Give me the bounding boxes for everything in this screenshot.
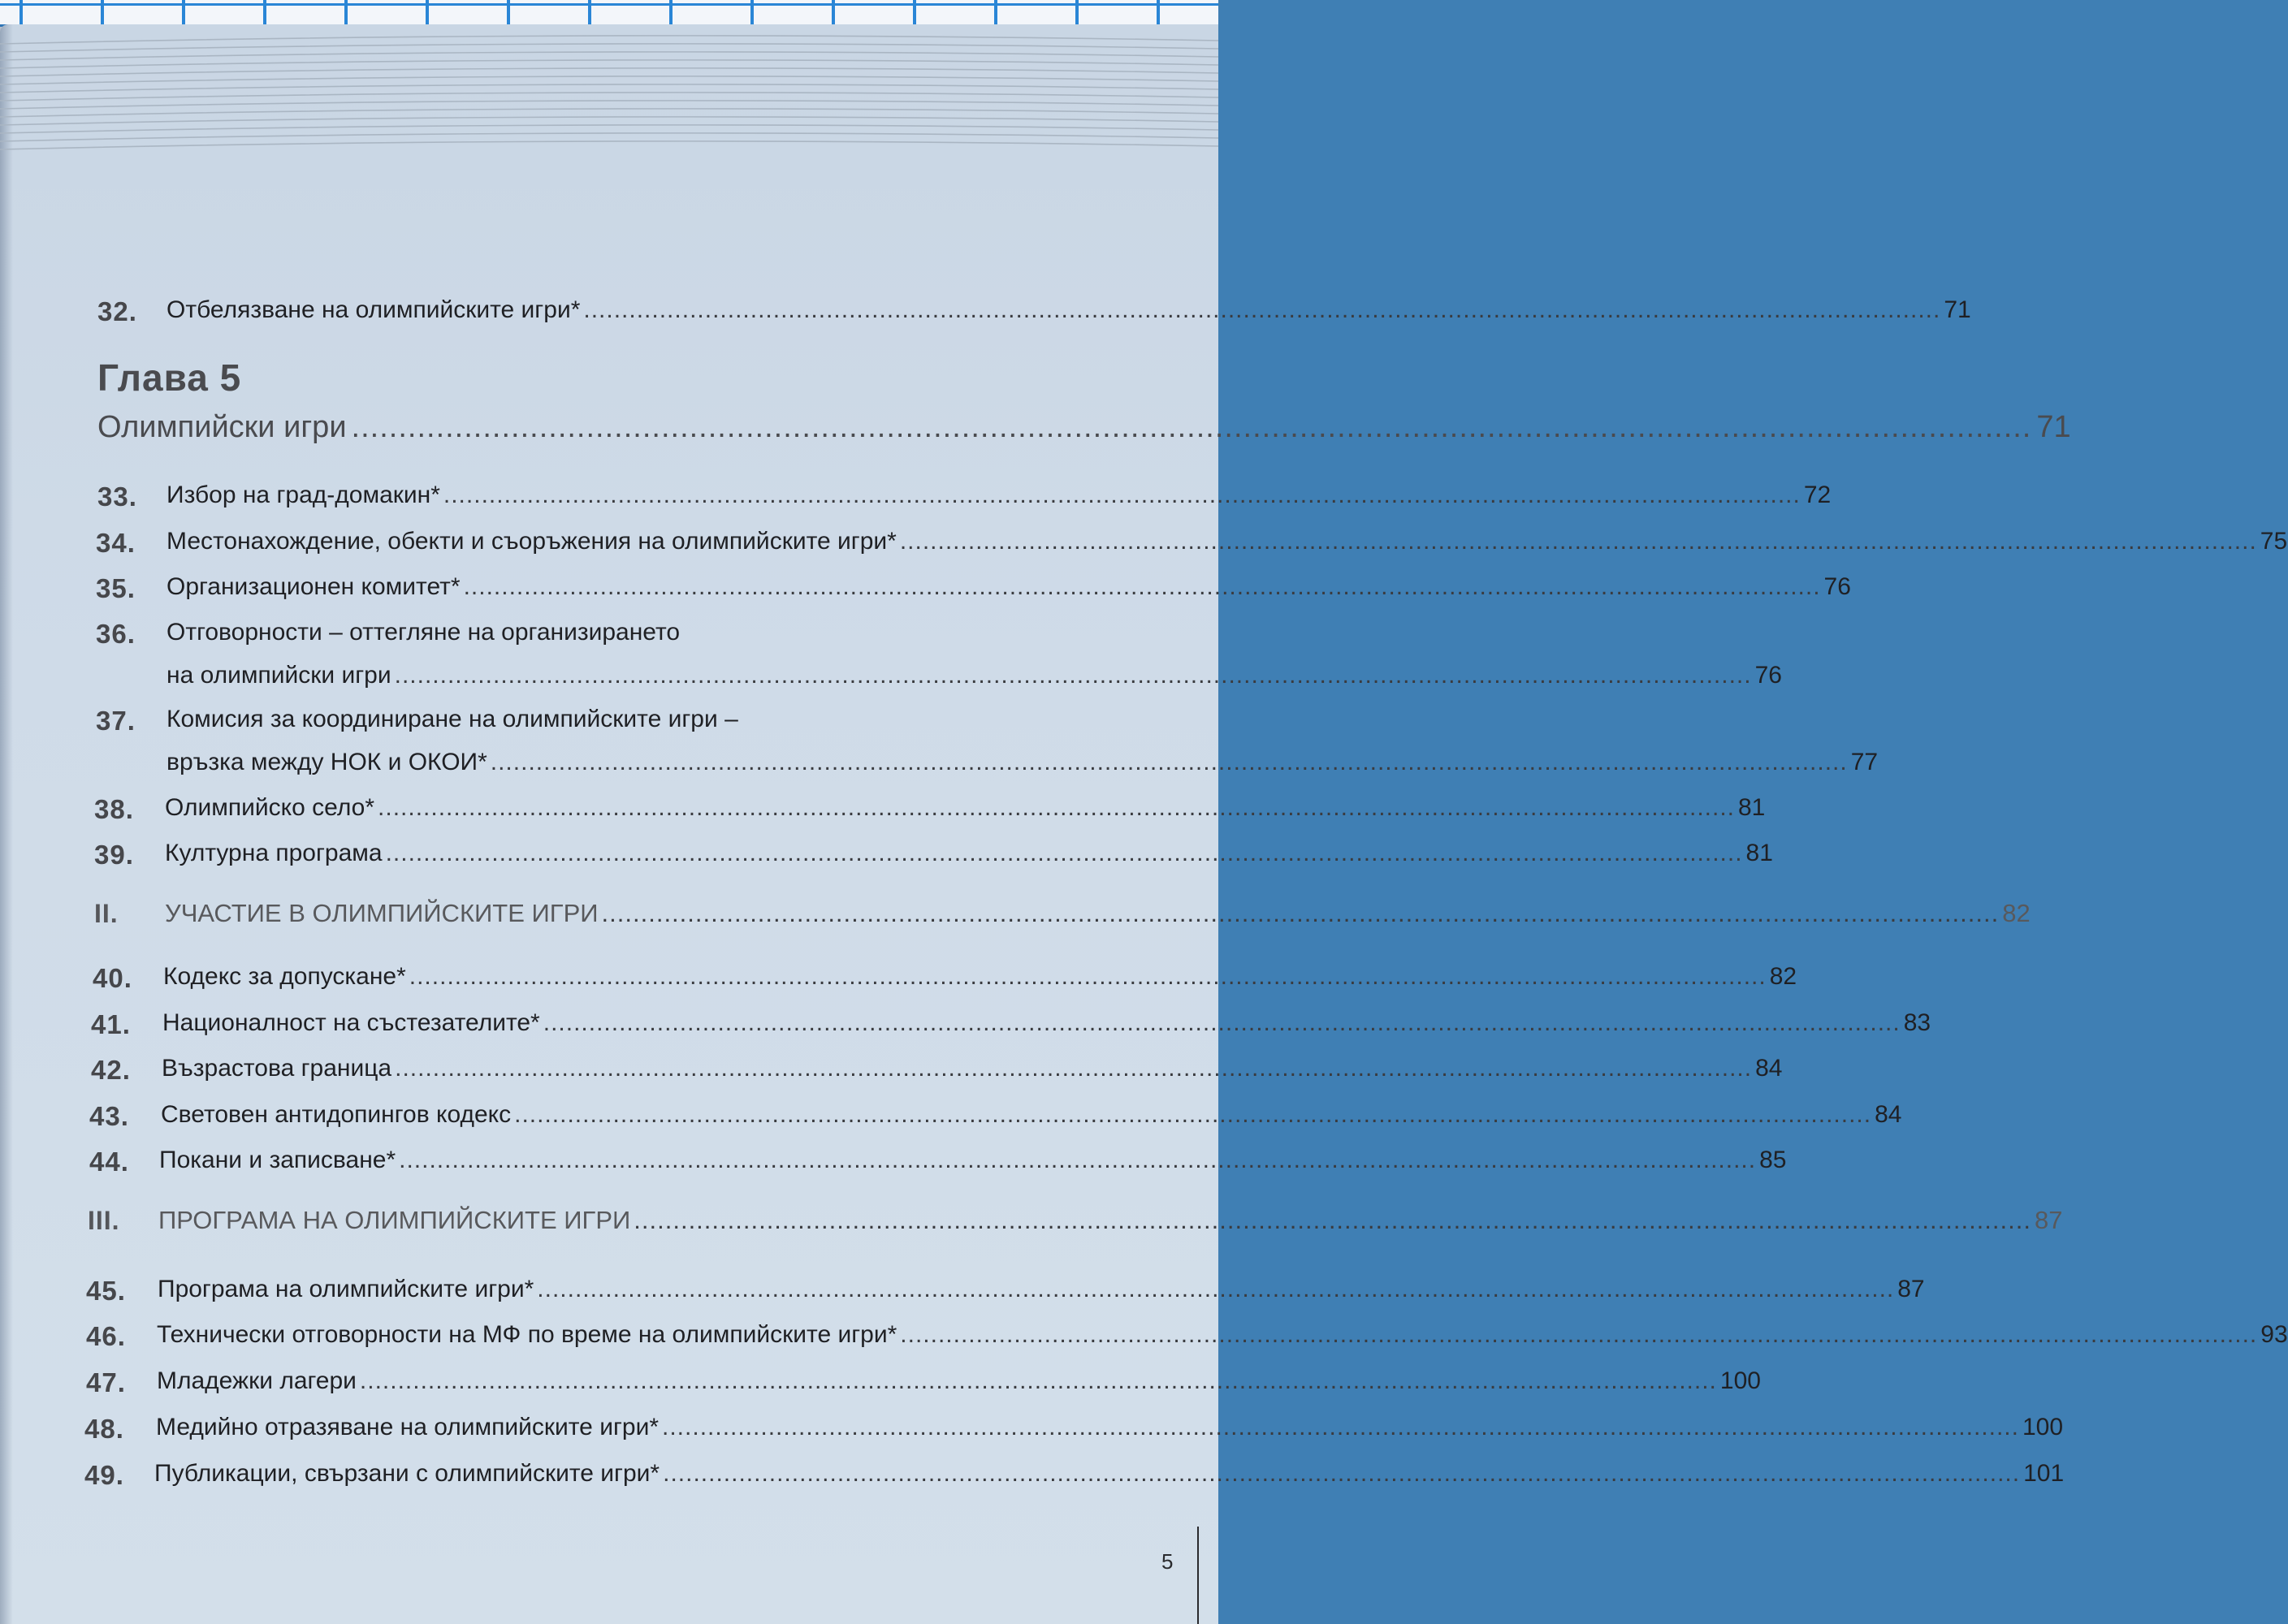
entry-number: 45.: [86, 1276, 126, 1306]
entry-page: 100: [1719, 1367, 1761, 1394]
toc-entry-39: [0, 840, 1773, 879]
toc-entry-43: [0, 1101, 1902, 1140]
entry-title-line1: Отговорности – оттегляне на организирането: [167, 619, 681, 646]
entry-number: 39.: [94, 840, 134, 870]
decorative-header-lines: [0, 32, 1218, 162]
entry-number: 40.: [93, 963, 132, 993]
entry-title: Покани и записване*: [159, 1147, 396, 1173]
toc-entry-35: [0, 573, 1851, 612]
page-number: 5: [1161, 1549, 1174, 1574]
toc-entry-36: [0, 619, 1218, 658]
entry-title: на олимпийски игри: [167, 662, 391, 689]
entry-number: 34.: [96, 528, 136, 558]
dot-leader: ...................................................................................................................................................................................: [634, 1206, 2031, 1234]
entry-number: 36.: [96, 619, 136, 649]
dot-leader: ...................................................................................................................................................................................: [537, 1276, 1895, 1302]
dot-leader: ...................................................................................................................................................................................: [378, 794, 1735, 821]
dot-leader: ...................................................................................................................................................................................: [543, 1009, 1901, 1036]
section-title: ПРОГРАМА НА ОЛИМПИЙСКИТЕ ИГРИ: [158, 1206, 631, 1234]
toc-entry-45: [0, 1276, 1925, 1315]
entry-number: 37.: [96, 706, 136, 736]
section-title: УЧАСТИЕ В ОЛИМПИЙСКИТЕ ИГРИ: [165, 899, 599, 927]
dot-leader: ...................................................................................................................................................................................: [583, 296, 1941, 323]
dot-leader: ...................................................................................................................................................................................: [443, 482, 1801, 508]
entry-title: Отбелязване на олимпийските игри*: [167, 296, 581, 323]
dot-leader: ...................................................................................................................................................................................: [399, 1147, 1757, 1173]
toc-entry-46: [0, 1321, 2288, 1360]
entry-page: 84: [1755, 1055, 1783, 1082]
entry-page: 101: [2023, 1460, 2065, 1487]
toc-entry-36-continued: [0, 662, 1782, 701]
entry-number: 47.: [86, 1367, 126, 1397]
dot-leader: ...................................................................................................................................................................................: [899, 528, 2257, 555]
entry-number: 35.: [96, 573, 136, 603]
toc-entry-37-continued: [0, 749, 1879, 788]
entry-page: 93: [2260, 1321, 2288, 1348]
entry-number: 38.: [94, 794, 134, 824]
entry-title: Избор на град-домакин*: [167, 482, 440, 508]
toc-entry-44: [0, 1147, 1787, 1186]
dot-leader: ...................................................................................................................................................................................: [490, 749, 1848, 775]
entry-title: връзка между НОК и ОКОИ*: [167, 749, 487, 775]
chapter-subtitle: Олимпийски игри: [97, 410, 347, 444]
toc-section-II: [0, 899, 2031, 938]
entry-number: 48.: [84, 1414, 124, 1444]
dot-leader: ...................................................................................................................................................................................: [351, 410, 2032, 444]
entry-title: Местонахождение, обекти и съоръжения на олимпийските игри*: [167, 528, 897, 555]
dot-leader: ...................................................................................................................................................................................: [514, 1101, 1872, 1128]
entry-number: 43.: [89, 1101, 129, 1131]
section-page: 87: [2034, 1206, 2063, 1234]
entry-number: 44.: [89, 1147, 129, 1177]
dot-leader: ...................................................................................................................................................................................: [662, 1414, 2019, 1440]
toc-entry-34: [0, 528, 2288, 567]
entry-page: 83: [1903, 1009, 1931, 1036]
entry-page: 76: [1823, 573, 1851, 600]
chapter-title: Глава 5: [97, 356, 242, 399]
dot-leader: ...................................................................................................................................................................................: [394, 662, 1752, 689]
entry-title: Организационен комитет*: [167, 573, 461, 600]
entry-page: 87: [1897, 1276, 1925, 1302]
dot-leader: ...................................................................................................................................................................................: [395, 1055, 1753, 1082]
toc-entry-38: [0, 794, 1766, 833]
toc-entry-42: [0, 1055, 1783, 1094]
entry-title: Световен антидопингов кодекс: [161, 1101, 512, 1128]
entry-page: 82: [1769, 963, 1797, 990]
section-number: II.: [94, 899, 119, 928]
section-number: III.: [88, 1206, 120, 1235]
entry-title: Олимпийско село*: [165, 794, 375, 821]
entry-title: Кодекс за допускане*: [163, 963, 406, 990]
toc-entry-48: [0, 1414, 2064, 1453]
entry-title: Националност на състезателите*: [162, 1009, 540, 1036]
dot-leader: ...................................................................................................................................................................................: [385, 840, 1743, 866]
entry-number: 49.: [84, 1460, 124, 1490]
entry-page: 100: [2022, 1414, 2064, 1440]
toc-entry-41: [0, 1009, 1931, 1048]
dot-leader: ...................................................................................................................................................................................: [900, 1321, 2258, 1348]
toc-section-III: [0, 1206, 2063, 1245]
entry-number: 32.: [97, 296, 137, 326]
page-edge-rule: [1197, 1527, 1199, 1624]
chapter-page: 71: [2036, 410, 2071, 444]
dot-leader: ...................................................................................................................................................................................: [409, 963, 1767, 990]
dot-leader: ...................................................................................................................................................................................: [463, 573, 1821, 600]
dot-leader: ...................................................................................................................................................................................: [359, 1367, 1717, 1394]
entry-number: 41.: [91, 1009, 131, 1039]
entry-title: Младежки лагери: [157, 1367, 357, 1394]
entry-page: 81: [1745, 840, 1773, 866]
toc-entry-33: [0, 482, 1832, 520]
entry-number: 46.: [86, 1321, 126, 1351]
entry-page: 85: [1759, 1147, 1787, 1173]
entry-number: 33.: [97, 482, 137, 512]
toc-entry-49: [0, 1460, 2065, 1499]
entry-title: Програма на олимпийските игри*: [158, 1276, 534, 1302]
entry-title: Медийно отразяване на олимпийските игри*: [156, 1414, 660, 1440]
entry-page: 75: [2260, 528, 2288, 555]
toc-entry-32: [0, 296, 1971, 335]
entry-page: 72: [1803, 482, 1832, 508]
section-page: 82: [2002, 899, 2031, 927]
chapter-subtitle-row: [97, 410, 2071, 445]
entry-page: 71: [1944, 296, 1971, 323]
entry-title: Публикации, свързани с олимпийските игри*: [154, 1460, 660, 1487]
entry-title: Възрастова граница: [162, 1055, 392, 1082]
entry-number: 42.: [91, 1055, 131, 1085]
toc-entry-37: [0, 706, 1218, 745]
dot-leader: ...................................................................................................................................................................................: [663, 1460, 2021, 1487]
entry-title: Културна програма: [165, 840, 383, 866]
entry-title: Технически отговорности на МФ по време на олимпийските игри*: [157, 1321, 897, 1348]
entry-page: 77: [1850, 749, 1879, 775]
toc-entry-47: [0, 1367, 1761, 1406]
entry-title-line1: Комисия за координиране на олимпийските игри –: [167, 706, 738, 732]
entry-page: 76: [1754, 662, 1782, 689]
toc-entry-40: [0, 963, 1797, 1002]
entry-page: 84: [1875, 1101, 1902, 1128]
dot-leader: ...................................................................................................................................................................................: [601, 899, 2000, 927]
entry-page: 81: [1738, 794, 1766, 821]
